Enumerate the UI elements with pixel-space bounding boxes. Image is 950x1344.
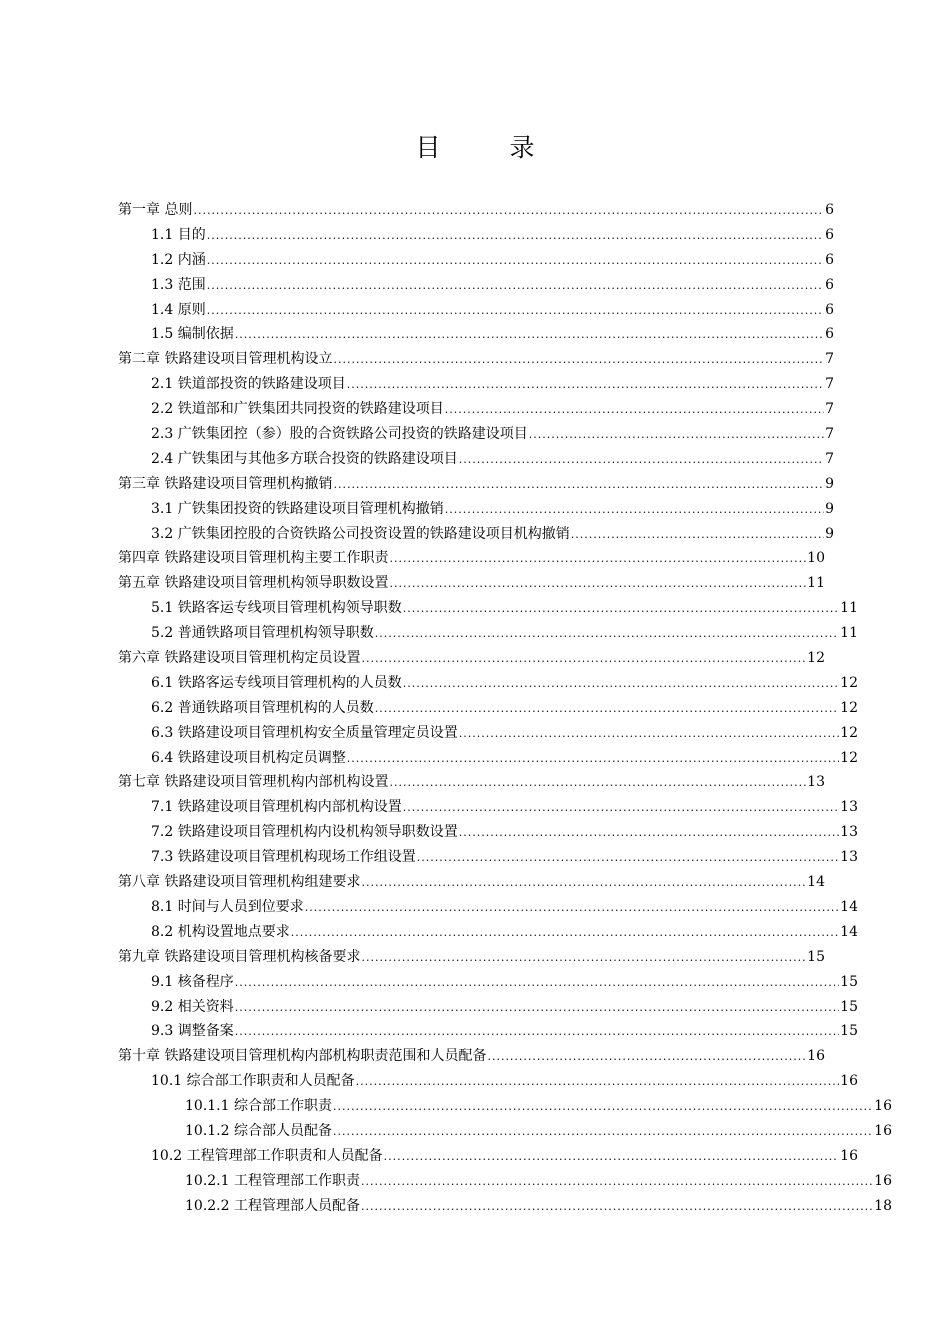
toc-leader-dots [361,647,806,672]
toc-entry[interactable] [118,1044,825,1069]
toc-leader-dots [235,1020,839,1045]
toc-leader-dots [389,572,806,597]
toc-leader-dots [375,622,839,647]
toc-entry[interactable] [118,671,858,696]
toc-entry-text: 第八章 铁路建设项目管理机构组建要求 [118,874,361,891]
toc-page-number: 16 [840,1073,858,1090]
toc-entry-text: 10.1.2 综合部人员配备 [185,1122,332,1139]
toc-leader-dots [571,523,824,548]
toc-entry[interactable] [118,770,825,795]
toc-page-number: 9 [825,500,834,517]
toc-page-number: 6 [825,326,834,343]
toc-leader-dots [361,946,806,971]
toc-entry[interactable] [118,920,858,945]
toc-leader-dots [459,722,839,747]
toc-entry[interactable] [118,1069,858,1094]
toc-entry-text: 10.2.2 工程管理部人员配备 [185,1197,360,1214]
toc-page-number: 11 [807,575,825,592]
toc-entry-text: 9.3 调整备案 [151,1023,234,1040]
table-of-contents [118,198,892,1219]
toc-entry-text: 1.5 编制依据 [151,326,234,343]
toc-entry[interactable] [118,995,858,1020]
toc-entry[interactable] [118,472,834,497]
toc-page-number: 6 [825,301,834,318]
toc-entry-text: 10.2 工程管理部工作职责和人员配备 [151,1147,383,1164]
toc-leader-dots [305,896,839,921]
toc-page-number: 18 [874,1197,892,1214]
toc-page-number: 7 [825,450,834,467]
toc-page-number: 15 [840,998,858,1015]
toc-entry-text: 第五章 铁路建设项目管理机构领导职数设置 [118,575,389,592]
toc-entry[interactable] [118,273,834,298]
toc-page-number: 16 [874,1172,892,1189]
toc-entry-text: 9.2 相关资料 [151,998,234,1015]
toc-leader-dots [207,274,824,299]
toc-entry[interactable] [118,546,825,571]
toc-leader-dots [361,871,806,896]
toc-entry[interactable] [118,1169,892,1194]
toc-page-number: 6 [825,251,834,268]
toc-leader-dots [445,398,824,423]
toc-leader-dots [333,1120,873,1145]
toc-page-number: 11 [840,625,858,642]
toc-entry[interactable] [118,347,834,372]
toc-entry[interactable] [118,970,858,995]
toc-entry[interactable] [118,721,858,746]
toc-page-number: 7 [825,376,834,393]
toc-entry[interactable] [118,447,834,472]
toc-leader-dots [235,971,839,996]
toc-entry[interactable] [118,1194,892,1219]
toc-entry-text: 第十章 铁路建设项目管理机构内部机构职责范围和人员配备 [118,1048,487,1065]
toc-entry-text: 10.1 综合部工作职责和人员配备 [151,1073,355,1090]
toc-leader-dots [459,448,824,473]
toc-entry[interactable] [118,397,834,422]
toc-entry[interactable] [118,1119,892,1144]
toc-leader-dots [361,1170,873,1195]
toc-title: 目 录 [415,133,557,162]
toc-leader-dots [356,1070,840,1095]
toc-leader-dots [235,323,824,348]
toc-leader-dots [403,796,839,821]
toc-entry[interactable] [118,820,858,845]
toc-entry-text: 9.1 核备程序 [151,973,234,990]
toc-page-number: 6 [825,202,834,218]
toc-page-number: 12 [840,724,858,741]
toc-entry-text: 8.2 机构设置地点要求 [151,923,290,940]
toc-entry-text: 第二章 铁路建设项目管理机构设立 [118,351,333,368]
toc-entry[interactable] [118,596,858,621]
toc-page-number: 14 [840,898,858,915]
toc-leader-dots [487,1045,806,1070]
toc-entry-text: 第三章 铁路建设项目管理机构撤销 [118,475,333,492]
toc-page-number: 14 [840,923,858,940]
toc-entry[interactable] [118,696,858,721]
toc-leader-dots [384,1145,840,1170]
toc-entry-text: 2.3 广铁集团控（参）股的合资铁路公司投资的铁路建设项目 [151,426,528,443]
toc-leader-dots [193,199,824,224]
toc-page-number: 13 [840,799,858,816]
toc-page-number: 10 [807,550,825,567]
toc-entry[interactable] [118,248,834,273]
toc-page-number: 15 [807,948,825,965]
toc-page-number: 12 [840,699,858,716]
toc-entry[interactable] [118,845,858,870]
toc-entry-text: 1.3 范围 [151,276,206,293]
toc-entry-text: 10.2.1 工程管理部工作职责 [185,1172,360,1189]
toc-page-number: 16 [874,1122,892,1139]
toc-entry[interactable] [118,1144,858,1169]
toc-entry[interactable] [118,223,834,248]
toc-page-number: 16 [874,1098,892,1115]
toc-entry-text: 7.1 铁路建设项目管理机构内部机构设置 [151,799,402,816]
toc-entry[interactable] [118,571,825,596]
toc-leader-dots [347,373,824,398]
toc-entry-text: 7.2 铁路建设项目管理机构内设机构领导职数设置 [151,824,458,841]
toc-entry[interactable] [118,522,834,547]
toc-page-number: 11 [840,600,858,617]
toc-leader-dots [347,747,839,772]
toc-entry-text: 第七章 铁路建设项目管理机构内部机构设置 [118,774,389,791]
toc-entry-text: 5.2 普通铁路项目管理机构领导职数 [151,625,374,642]
toc-page-number: 9 [825,525,834,542]
toc-leader-dots [389,547,806,572]
toc-leader-dots [375,697,839,722]
toc-page-number: 15 [840,1023,858,1040]
toc-leader-dots [403,597,839,622]
toc-page-number: 15 [840,973,858,990]
toc-leader-dots [235,996,839,1021]
toc-leader-dots [207,224,824,249]
toc-entry-text: 8.1 时间与人员到位要求 [151,898,304,915]
toc-entry-text: 6.2 普通铁路项目管理机构的人员数 [151,699,374,716]
toc-entry-text: 第九章 铁路建设项目管理机构核备要求 [118,948,361,965]
toc-page-number: 12 [840,674,858,691]
toc-entry-text: 第六章 铁路建设项目管理机构定员设置 [118,650,361,667]
toc-entry-text: 3.2 广铁集团控股的合资铁路公司投资设置的铁路建设项目机构撤销 [151,525,570,542]
toc-page-number: 13 [840,849,858,866]
toc-entry[interactable] [118,422,834,447]
toc-entry-text: 6.3 铁路建设项目管理机构安全质量管理定员设置 [151,724,458,741]
toc-page-number: 7 [825,426,834,443]
toc-page-number: 12 [807,650,825,667]
toc-entry-text: 6.1 铁路客运专线项目管理机构的人员数 [151,674,402,691]
toc-leader-dots [291,921,839,946]
toc-entry-text: 2.2 铁道部和广铁集团共同投资的铁路建设项目 [151,401,444,418]
toc-leader-dots [361,1195,873,1220]
toc-entry-text: 3.1 广铁集团投资的铁路建设项目管理机构撤销 [151,500,444,517]
toc-entry[interactable] [118,795,858,820]
toc-entry-text: 2.1 铁道部投资的铁路建设项目 [151,376,346,393]
toc-entry-text: 10.1.1 综合部工作职责 [185,1098,332,1115]
toc-page-number: 13 [840,824,858,841]
toc-entry[interactable] [118,497,834,522]
toc-entry[interactable] [118,198,834,223]
toc-entry[interactable] [118,372,834,397]
toc-entry-text: 6.4 铁路建设项目机构定员调整 [151,749,346,766]
toc-leader-dots [333,473,824,498]
toc-entry[interactable] [118,1019,858,1044]
toc-entry-text: 第四章 铁路建设项目管理机构主要工作职责 [118,550,389,567]
toc-page-number: 6 [825,226,834,243]
toc-page-number: 7 [825,351,834,368]
toc-entry-text: 第一章 总则 [118,202,193,218]
toc-leader-dots [445,498,824,523]
toc-leader-dots [403,672,839,697]
toc-entry-text: 1.2 内涵 [151,251,206,268]
toc-leader-dots [459,821,839,846]
toc-entry[interactable] [118,945,825,970]
toc-entry[interactable] [118,1094,892,1119]
toc-page-number: 16 [807,1048,825,1065]
toc-page-number: 14 [807,874,825,891]
toc-leader-dots [529,423,824,448]
toc-entry-text: 7.3 铁路建设项目管理机构现场工作组设置 [151,849,416,866]
toc-page-number: 7 [825,401,834,418]
toc-entry-text: 1.4 原则 [151,301,206,318]
toc-entry-text: 2.4 广铁集团与其他多方联合投资的铁路建设项目 [151,450,458,467]
toc-leader-dots [207,299,824,324]
toc-leader-dots [333,348,824,373]
toc-leader-dots [207,249,824,274]
toc-page-number: 6 [825,276,834,293]
toc-entry[interactable] [118,621,858,646]
toc-entry[interactable] [118,646,825,671]
toc-page-number: 9 [825,475,834,492]
toc-page-number: 16 [840,1147,858,1164]
toc-leader-dots [417,846,839,871]
toc-entry[interactable] [118,746,858,771]
toc-leader-dots [333,1095,873,1120]
toc-page-number: 12 [840,749,858,766]
toc-page-number: 13 [807,774,825,791]
toc-entry[interactable] [118,895,858,920]
toc-entry-text: 5.1 铁路客运专线项目管理机构领导职数 [151,600,402,617]
toc-entry[interactable] [118,870,825,895]
toc-entry[interactable] [118,322,834,347]
toc-entry-text: 1.1 目的 [151,226,206,243]
toc-entry[interactable] [118,298,834,323]
toc-leader-dots [389,771,806,796]
